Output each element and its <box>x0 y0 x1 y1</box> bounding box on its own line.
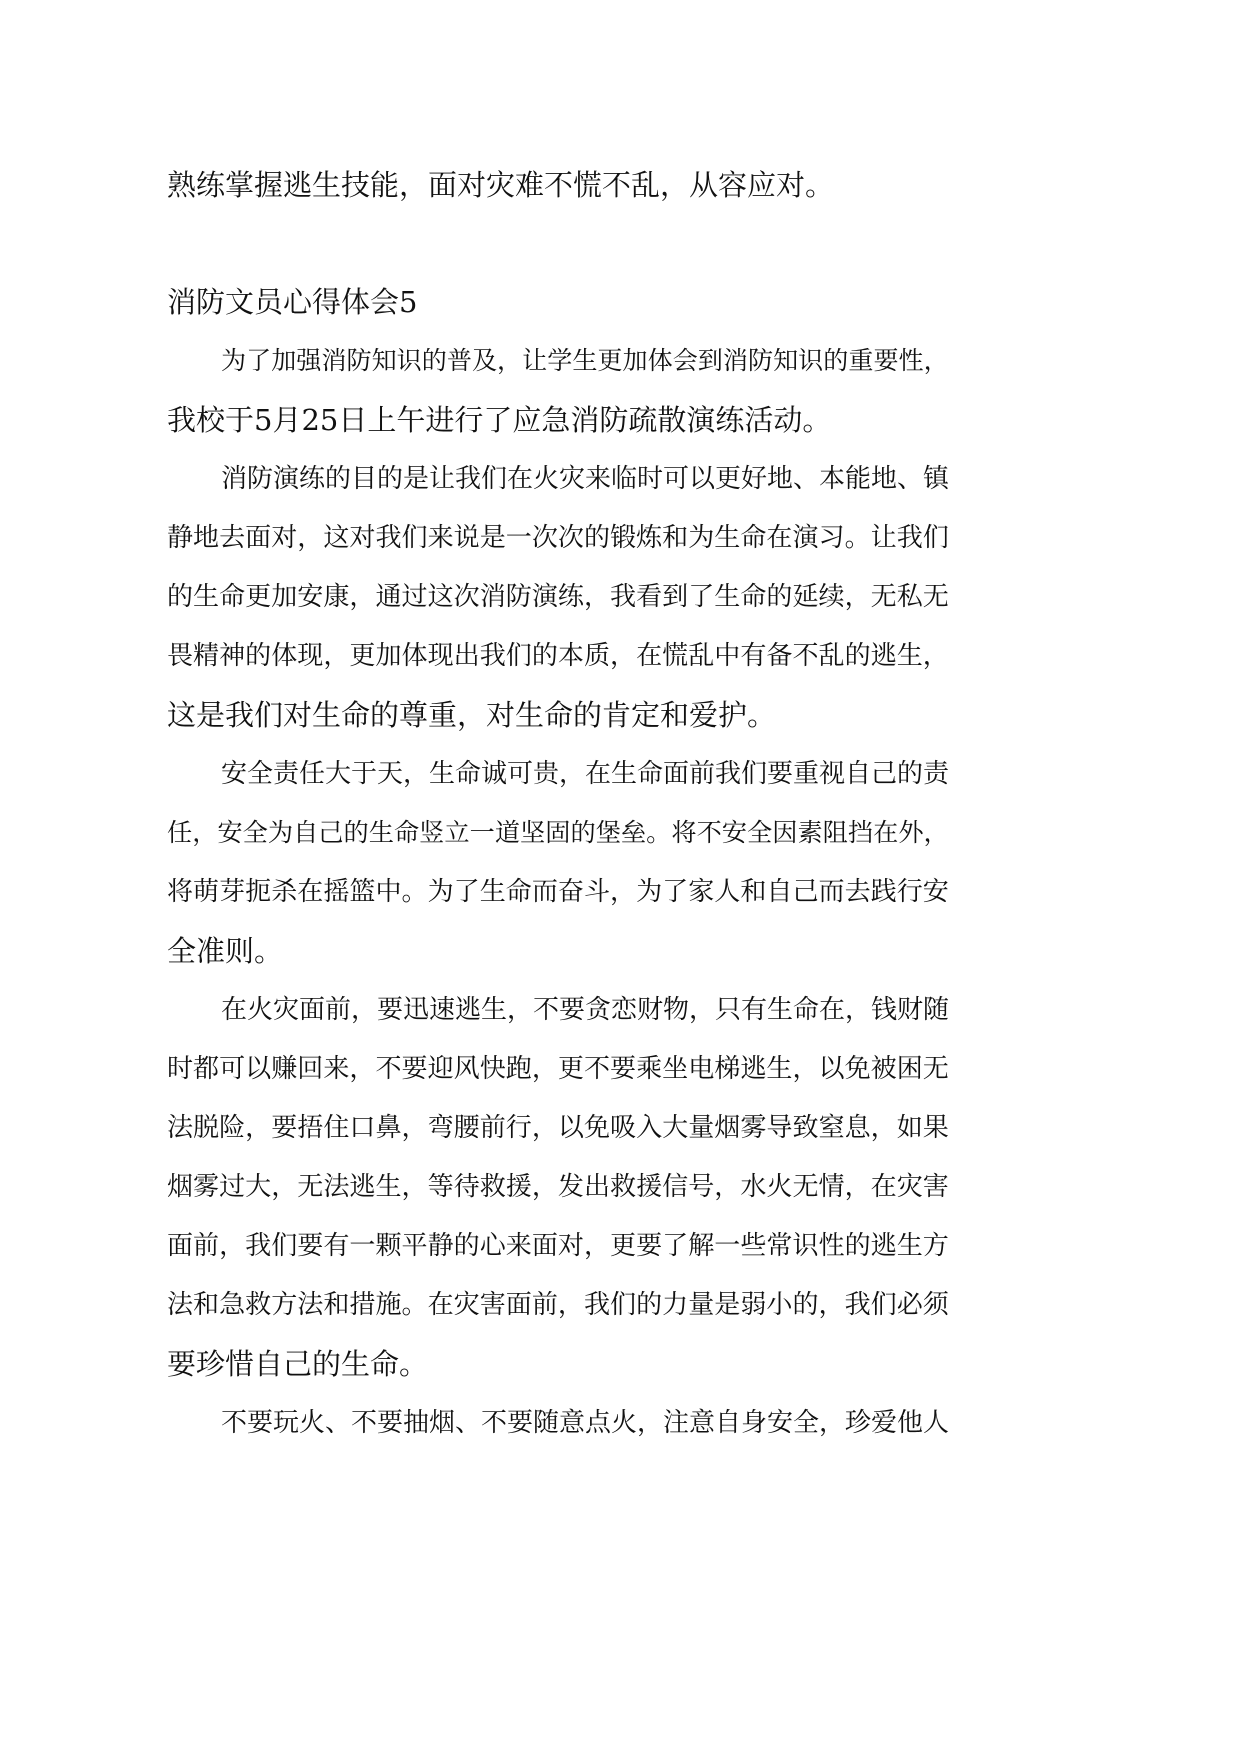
text-line-content: 静地去面对，这对我们来说是一次次的锻炼和为生命在演习。让我们 <box>167 523 949 553</box>
text-line-content: 在火灾面前，要迅速逃生，不要贪恋财物，只有生命在，钱财随 <box>221 995 950 1025</box>
text-line-content: 任，安全为自己的生命竖立一道坚固的堡垒。将不安全因素阻挡在外， <box>167 818 949 847</box>
text-line-content: 熟练掌握逃生技能，面对灾难不慌不乱，从容应对。 <box>167 168 835 202</box>
text-line-content: 烟雾过大，无法逃生，等待救援，发出救援信号，水火无情，在灾害 <box>167 1172 949 1202</box>
text-line-content: 面前，我们要有一颗平静的心来面对，更要了解一些常识性的逃生方 <box>167 1231 949 1261</box>
text-line-content: 将萌芽扼杀在摇篮中。为了生命而奋斗，为了家人和自己而去践行安 <box>167 877 949 907</box>
text-line-content: 安全责任大于天，生命诚可贵，在生命面前我们要重视自己的责 <box>221 759 950 789</box>
text-line-content: 不要玩火、不要抽烟、不要随意点火，注意自身安全，珍爱他人 <box>221 1408 950 1438</box>
text-line-content: 时都可以赚回来，不要迎风快跑，更不要乘坐电梯逃生，以免被困无 <box>167 1054 949 1084</box>
text-line-content: 的生命更加安康，通过这次消防演练，我看到了生命的延续，无私无 <box>167 582 949 612</box>
text-line-content: 为了加强消防知识的普及，让学生更加体会到消防知识的重要性， <box>221 346 949 375</box>
text-line-content: 我校于5月25日上午进行了应急消防疏散演练活动。 <box>167 403 832 437</box>
section-heading-text: 消防文员心得体会5 <box>167 285 418 319</box>
text-line-content: 这是我们对生命的尊重，对生命的肯定和爱护。 <box>167 698 777 732</box>
text-line-content: 畏精神的体现，更加体现出我们的本质，在慌乱中有备不乱的逃生， <box>167 641 949 671</box>
text-line-content: 要珍惜自己的生命。 <box>167 1347 429 1381</box>
text-line-content: 全准则。 <box>167 934 284 968</box>
text-line-content: 法脱险，要捂住口鼻，弯腰前行，以免吸入大量烟雾导致窒息，如果 <box>167 1113 949 1143</box>
text-line-content: 法和急救方法和措施。在灾害面前，我们的力量是弱小的，我们必须 <box>167 1290 949 1320</box>
text-line-content: 消防演练的目的是让我们在火灾来临时可以更好地、本能地、镇 <box>221 464 950 494</box>
